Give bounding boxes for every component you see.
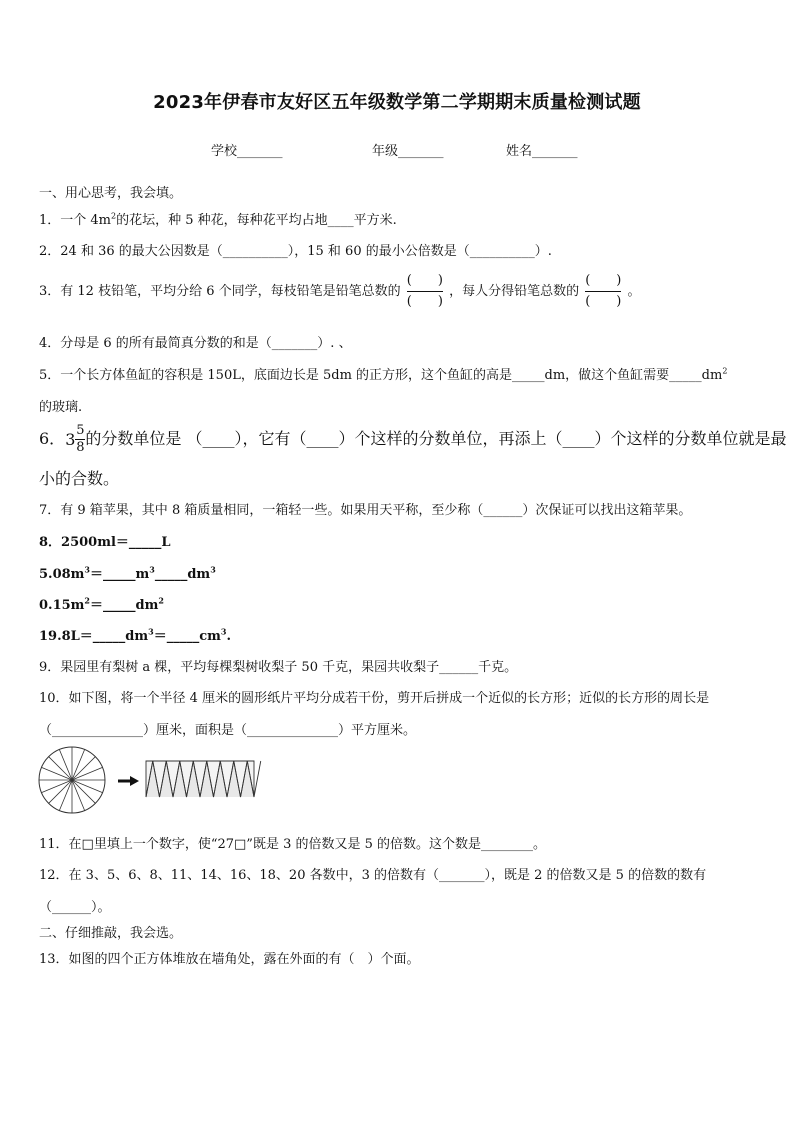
section-2-heading: 二、仔细推敲，我会选。 — [39, 926, 183, 941]
question-8-line-3 — [39, 594, 164, 613]
question-6-text-a: 6． — [39, 429, 66, 448]
mixed-numerator: 5 — [76, 423, 85, 438]
question-6-text-b: 的分数单位是 （____），它有（____）个这样的分数单位，再添上（____）个这样的分数单位就是最 — [85, 429, 787, 448]
sector-edge — [254, 761, 261, 797]
question-6 — [39, 424, 786, 455]
q8-sup: 3 — [84, 564, 90, 575]
fraction-denominator: ( ) — [585, 294, 622, 309]
question-3-text-a: 3．有 12 枝铅笔，平均分给 6 个同学，每枝铅笔是铅笔总数的 — [39, 284, 401, 299]
question-8-line-2 — [39, 563, 216, 582]
question-12-continued: （______）。 — [39, 900, 111, 915]
q8-sup: 2 — [158, 595, 164, 606]
fraction-denominator: ( ) — [406, 294, 443, 309]
question-8-line-1: 8．2500ml＝_____L — [39, 535, 171, 550]
question-5-text-a: 5．一个长方体鱼缸的容积是 150L，底面边长是 5dm 的正方形，这个鱼缸的高是_____dm，做这个鱼缸需要_____dm — [39, 368, 723, 383]
page-title: 2023年伊春市友好区五年级数学第二学期期末质量检测试题 — [153, 92, 641, 113]
fraction-bar — [407, 291, 443, 292]
question-5-sup: 2 — [722, 366, 728, 376]
fraction-numerator: ( ) — [406, 273, 443, 288]
q8-text: ＝_____dm — [90, 598, 159, 613]
q8-sup: 2 — [84, 595, 90, 606]
question-9: 9．果园里有梨树 a 棵，平均每棵梨树收梨子 50 千克，果园共收梨子______千克。 — [39, 660, 518, 675]
mixed-fraction — [75, 424, 85, 455]
question-5 — [39, 364, 727, 383]
question-3-fraction-2 — [585, 272, 621, 311]
question-10: 10．如下图，将一个半径 4 厘米的圆形纸片平均分成若干份，剪开后拼成一个近似的长方形；近似的长方形的周长是 — [39, 691, 710, 706]
question-11: 11．在□里填上一个数字，使“27□”既是 3 的倍数又是 5 的倍数。这个数是________。 — [39, 837, 547, 852]
section-1-heading: 一、用心思考，我会填。 — [39, 186, 183, 201]
fraction-numerator: ( ) — [585, 273, 622, 288]
question-1-sup: 2 — [111, 211, 117, 221]
q8-text: 19.8L＝_____dm — [39, 629, 149, 644]
school-field: 学校_______ — [211, 144, 283, 159]
question-3 — [39, 272, 641, 311]
question-7: 7．有 9 箱苹果，其中 8 箱质量相同，一箱轻一些。如果用天平称，至少称（______）次保证可以找出这箱苹果。 — [39, 503, 692, 518]
question-4: 4．分母是 6 的所有最简真分数的和是（_______）. 、 — [39, 336, 352, 351]
question-3-fraction-1 — [407, 272, 443, 311]
question-5-continued: 的玻璃. — [39, 400, 83, 415]
mixed-whole: 3 — [65, 430, 76, 449]
q8-sup: 3 — [220, 626, 227, 637]
question-6-mixed-number — [65, 424, 85, 455]
mixed-denominator: 8 — [76, 440, 85, 455]
q8-text: ＝_____m — [90, 567, 150, 582]
q8-sup: 3 — [148, 626, 154, 637]
question-1-text-a: 1．一个 4m — [39, 213, 112, 228]
question-8-line-4 — [39, 625, 231, 644]
question-3-text-c: 。 — [627, 284, 641, 299]
q8-text: 5.08m — [39, 567, 85, 582]
circle-sectors-icon — [39, 747, 105, 813]
question-13: 13．如图的四个正方体堆放在墙角处，露在外面的有（ ）个面。 — [39, 952, 420, 967]
q8-text: ＝_____cm — [153, 629, 221, 644]
right-arrow-icon — [118, 776, 139, 786]
question-2: 2．24 和 36 的最大公因数是（__________），15 和 60 的最小公倍数是（__________）. — [39, 244, 552, 259]
question-10-continued: （______________）厘米，面积是（______________）平方厘米。 — [39, 723, 417, 738]
fraction-bar — [585, 291, 621, 292]
question-3-text-b: ，每人分得铅笔总数的 — [449, 284, 580, 299]
approx-rectangle-icon — [146, 761, 261, 797]
question-1-text-b: 的花坛，种 5 种花，每种花平均占地____平方米. — [116, 213, 397, 228]
q8-sup: 3 — [210, 564, 216, 575]
question-6-continued: 小的合数。 — [39, 469, 120, 488]
q8-text: _____dm — [154, 567, 211, 582]
question-1 — [39, 209, 397, 228]
q8-text: 0.15m — [39, 598, 85, 613]
q8-sup: 3 — [149, 564, 155, 575]
name-field: 姓名_______ — [506, 144, 578, 159]
grade-field: 年级_______ — [372, 144, 444, 159]
q8-text: . — [226, 629, 232, 644]
question-10-figure — [36, 746, 266, 816]
question-12: 12．在 3、5、6、8、11、14、16、18、20 各数中，3 的倍数有（_______），既是 2 的倍数又是 5 的倍数的数有 — [39, 868, 707, 883]
